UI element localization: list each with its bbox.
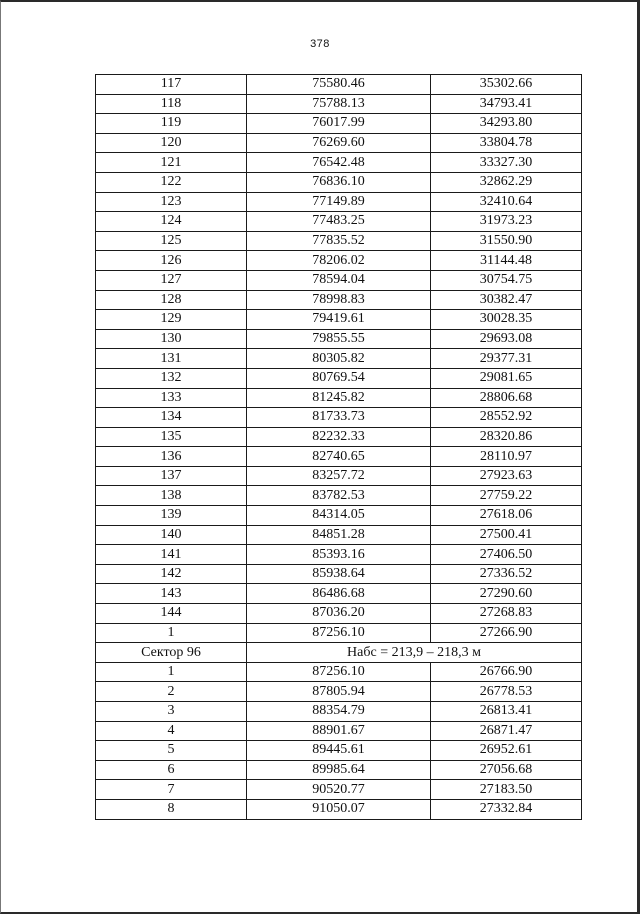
y-coordinate-cell: 27923.63 — [431, 466, 582, 486]
x-coordinate-cell: 82232.33 — [247, 427, 431, 447]
y-coordinate-cell: 29377.31 — [431, 349, 582, 369]
table-row — [96, 623, 582, 643]
point-number-cell: 125 — [96, 231, 247, 251]
coordinates-table — [95, 74, 582, 820]
y-coordinate-cell: 27268.83 — [431, 604, 582, 624]
x-coordinate-cell: 76017.99 — [247, 114, 431, 134]
table-row — [96, 251, 582, 271]
table-row — [96, 310, 582, 330]
x-coordinate-cell: 80769.54 — [247, 368, 431, 388]
table-row — [96, 564, 582, 584]
x-coordinate-cell: 82740.65 — [247, 447, 431, 467]
table-row — [96, 75, 582, 95]
sector-header-body — [96, 643, 582, 663]
table-row — [96, 447, 582, 467]
y-coordinate-cell: 27618.06 — [431, 506, 582, 526]
table-row — [96, 329, 582, 349]
table-row — [96, 662, 582, 682]
y-coordinate-cell: 27056.68 — [431, 760, 582, 780]
point-number-cell: 140 — [96, 525, 247, 545]
x-coordinate-cell: 76542.48 — [247, 153, 431, 173]
y-coordinate-cell: 26952.61 — [431, 741, 582, 761]
table-body-part2 — [96, 662, 582, 819]
y-coordinate-cell: 26813.41 — [431, 702, 582, 722]
table-row — [96, 780, 582, 800]
point-number-cell: 119 — [96, 114, 247, 134]
table-row — [96, 799, 582, 819]
table-row — [96, 760, 582, 780]
point-number-cell: 142 — [96, 564, 247, 584]
point-number-cell: 134 — [96, 408, 247, 428]
point-number-cell: 7 — [96, 780, 247, 800]
point-number-cell: 132 — [96, 368, 247, 388]
table-row — [96, 212, 582, 232]
point-number-cell: 2 — [96, 682, 247, 702]
x-coordinate-cell: 90520.77 — [247, 780, 431, 800]
y-coordinate-cell: 27759.22 — [431, 486, 582, 506]
x-coordinate-cell: 78998.83 — [247, 290, 431, 310]
point-number-cell: 133 — [96, 388, 247, 408]
x-coordinate-cell: 78594.04 — [247, 270, 431, 290]
point-number-cell: 131 — [96, 349, 247, 369]
sector-header-row — [96, 643, 582, 663]
y-coordinate-cell: 26766.90 — [431, 662, 582, 682]
x-coordinate-cell: 87256.10 — [247, 662, 431, 682]
y-coordinate-cell: 28110.97 — [431, 447, 582, 467]
y-coordinate-cell: 35302.66 — [431, 75, 582, 95]
point-number-cell: 123 — [96, 192, 247, 212]
table-body-part1 — [96, 75, 582, 643]
point-number-cell: 137 — [96, 466, 247, 486]
x-coordinate-cell: 88354.79 — [247, 702, 431, 722]
table-row — [96, 408, 582, 428]
x-coordinate-cell: 84851.28 — [247, 525, 431, 545]
point-number-cell: 139 — [96, 506, 247, 526]
point-number-cell: 144 — [96, 604, 247, 624]
sector-label: Сектор 96 — [96, 643, 247, 663]
point-number-cell: 143 — [96, 584, 247, 604]
x-coordinate-cell: 77149.89 — [247, 192, 431, 212]
x-coordinate-cell: 78206.02 — [247, 251, 431, 271]
point-number-cell: 4 — [96, 721, 247, 741]
y-coordinate-cell: 27336.52 — [431, 564, 582, 584]
sector-height-range: Набс = 213,9 – 218,3 м — [247, 643, 582, 663]
table-row — [96, 290, 582, 310]
y-coordinate-cell: 27290.60 — [431, 584, 582, 604]
point-number-cell: 126 — [96, 251, 247, 271]
x-coordinate-cell: 91050.07 — [247, 799, 431, 819]
y-coordinate-cell: 28806.68 — [431, 388, 582, 408]
table-row — [96, 682, 582, 702]
x-coordinate-cell: 76269.60 — [247, 133, 431, 153]
point-number-cell: 121 — [96, 153, 247, 173]
table-row — [96, 525, 582, 545]
y-coordinate-cell: 27332.84 — [431, 799, 582, 819]
table-row — [96, 584, 582, 604]
point-number-cell: 122 — [96, 172, 247, 192]
point-number-cell: 6 — [96, 760, 247, 780]
y-coordinate-cell: 34293.80 — [431, 114, 582, 134]
point-number-cell: 127 — [96, 270, 247, 290]
x-coordinate-cell: 89445.61 — [247, 741, 431, 761]
x-coordinate-cell: 88901.67 — [247, 721, 431, 741]
point-number-cell: 136 — [96, 447, 247, 467]
x-coordinate-cell: 87256.10 — [247, 623, 431, 643]
point-number-cell: 135 — [96, 427, 247, 447]
y-coordinate-cell: 30382.47 — [431, 290, 582, 310]
y-coordinate-cell: 26871.47 — [431, 721, 582, 741]
y-coordinate-cell: 27406.50 — [431, 545, 582, 565]
table-row — [96, 721, 582, 741]
y-coordinate-cell: 26778.53 — [431, 682, 582, 702]
y-coordinate-cell: 31144.48 — [431, 251, 582, 271]
table-row — [96, 192, 582, 212]
table-row — [96, 466, 582, 486]
y-coordinate-cell: 29081.65 — [431, 368, 582, 388]
point-number-cell: 128 — [96, 290, 247, 310]
y-coordinate-cell: 31973.23 — [431, 212, 582, 232]
table-row — [96, 368, 582, 388]
table-row — [96, 114, 582, 134]
point-number-cell: 1 — [96, 623, 247, 643]
table-row — [96, 545, 582, 565]
point-number-cell: 130 — [96, 329, 247, 349]
table-row — [96, 270, 582, 290]
y-coordinate-cell: 29693.08 — [431, 329, 582, 349]
point-number-cell: 3 — [96, 702, 247, 722]
table-row — [96, 486, 582, 506]
table-row — [96, 349, 582, 369]
y-coordinate-cell: 32410.64 — [431, 192, 582, 212]
x-coordinate-cell: 75580.46 — [247, 75, 431, 95]
y-coordinate-cell: 28552.92 — [431, 408, 582, 428]
point-number-cell: 118 — [96, 94, 247, 114]
table-row — [96, 94, 582, 114]
y-coordinate-cell: 33327.30 — [431, 153, 582, 173]
x-coordinate-cell: 77483.25 — [247, 212, 431, 232]
y-coordinate-cell: 30754.75 — [431, 270, 582, 290]
table-row — [96, 133, 582, 153]
y-coordinate-cell: 27500.41 — [431, 525, 582, 545]
x-coordinate-cell: 81245.82 — [247, 388, 431, 408]
table-row — [96, 172, 582, 192]
table-row — [96, 388, 582, 408]
point-number-cell: 117 — [96, 75, 247, 95]
x-coordinate-cell: 85393.16 — [247, 545, 431, 565]
y-coordinate-cell: 28320.86 — [431, 427, 582, 447]
x-coordinate-cell: 80305.82 — [247, 349, 431, 369]
y-coordinate-cell: 27266.90 — [431, 623, 582, 643]
page-number: 378 — [310, 38, 330, 50]
x-coordinate-cell: 79419.61 — [247, 310, 431, 330]
x-coordinate-cell: 86486.68 — [247, 584, 431, 604]
table-row — [96, 427, 582, 447]
table-row — [96, 702, 582, 722]
point-number-cell: 1 — [96, 662, 247, 682]
y-coordinate-cell: 34793.41 — [431, 94, 582, 114]
point-number-cell: 124 — [96, 212, 247, 232]
x-coordinate-cell: 83257.72 — [247, 466, 431, 486]
x-coordinate-cell: 77835.52 — [247, 231, 431, 251]
x-coordinate-cell: 75788.13 — [247, 94, 431, 114]
table-row — [96, 604, 582, 624]
point-number-cell: 8 — [96, 799, 247, 819]
x-coordinate-cell: 83782.53 — [247, 486, 431, 506]
x-coordinate-cell: 76836.10 — [247, 172, 431, 192]
point-number-cell: 138 — [96, 486, 247, 506]
x-coordinate-cell: 84314.05 — [247, 506, 431, 526]
table-row — [96, 506, 582, 526]
y-coordinate-cell: 32862.29 — [431, 172, 582, 192]
point-number-cell: 141 — [96, 545, 247, 565]
table-row — [96, 741, 582, 761]
table-row — [96, 231, 582, 251]
x-coordinate-cell: 87805.94 — [247, 682, 431, 702]
x-coordinate-cell: 81733.73 — [247, 408, 431, 428]
x-coordinate-cell: 87036.20 — [247, 604, 431, 624]
point-number-cell: 120 — [96, 133, 247, 153]
y-coordinate-cell: 33804.78 — [431, 133, 582, 153]
point-number-cell: 129 — [96, 310, 247, 330]
y-coordinate-cell: 27183.50 — [431, 780, 582, 800]
y-coordinate-cell: 30028.35 — [431, 310, 582, 330]
point-number-cell: 5 — [96, 741, 247, 761]
x-coordinate-cell: 89985.64 — [247, 760, 431, 780]
x-coordinate-cell: 85938.64 — [247, 564, 431, 584]
table-row — [96, 153, 582, 173]
y-coordinate-cell: 31550.90 — [431, 231, 582, 251]
x-coordinate-cell: 79855.55 — [247, 329, 431, 349]
